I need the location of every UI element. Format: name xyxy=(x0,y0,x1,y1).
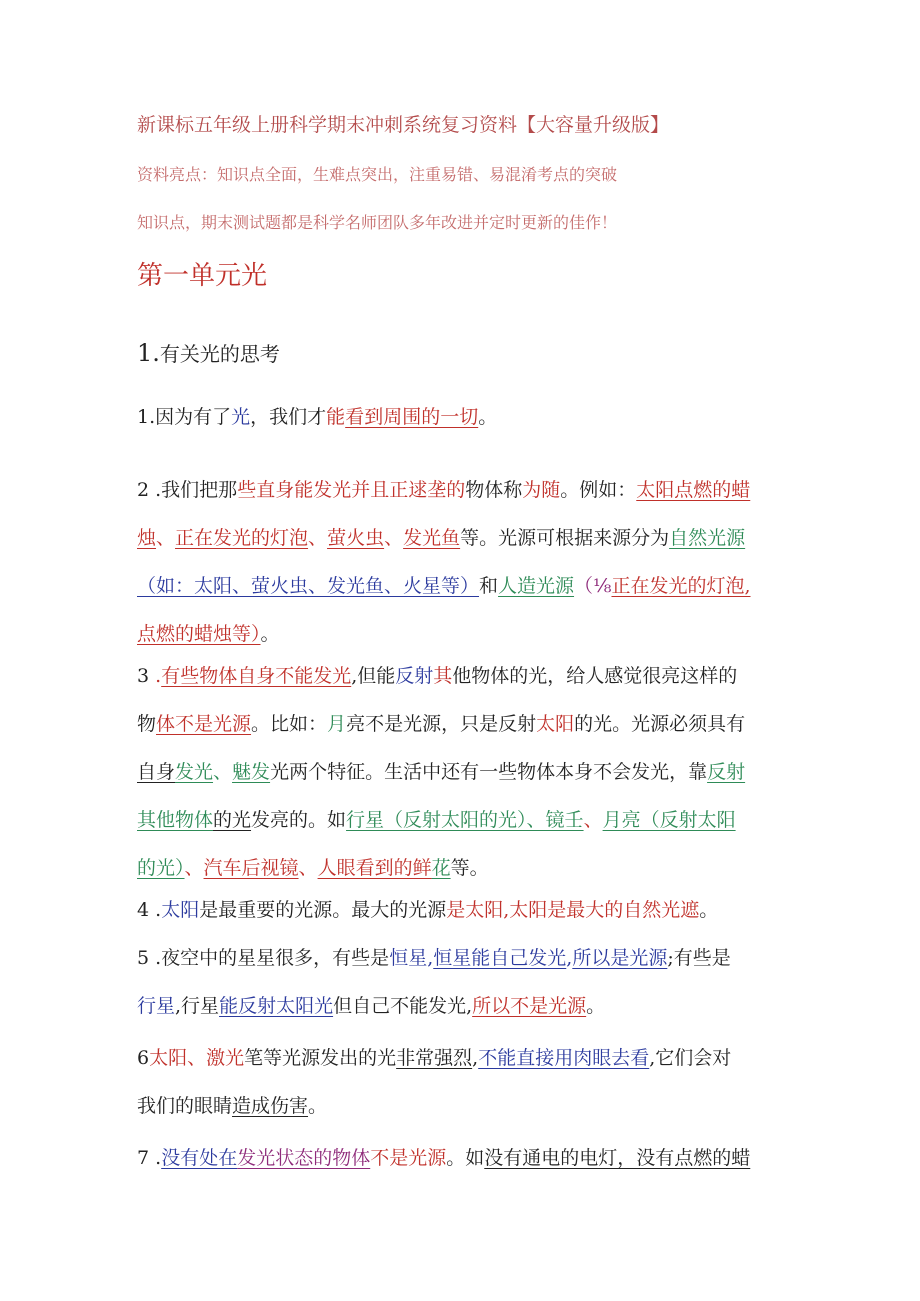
item-6-line-2 xyxy=(137,1082,787,1130)
text-span: 物体称 xyxy=(465,479,523,501)
text-span: 。比如： xyxy=(251,713,328,735)
text-span: 自然光源 xyxy=(669,527,746,549)
text-span: 的光 xyxy=(213,809,252,831)
text-span: 其 xyxy=(433,665,453,687)
item-6 xyxy=(137,1034,787,1130)
item-2-line-2 xyxy=(137,514,787,562)
text-span: 发光状态的物体 xyxy=(237,1147,371,1169)
text-span: 正在发光的灯泡, xyxy=(611,575,751,597)
text-span: 。 xyxy=(260,623,280,645)
text-span: 花 xyxy=(431,857,451,879)
document-title: 新课标五年级上册科学期末冲刺系统复习资料【大容量升级版】 xyxy=(137,114,670,136)
text-span: 。 xyxy=(586,995,606,1017)
text-span: 反射 xyxy=(395,665,434,687)
text-span: ,但能 xyxy=(351,665,396,687)
text-span: 不能直接用肉眼去看 xyxy=(478,1047,650,1069)
text-span: 人造光源 xyxy=(498,575,575,597)
text-span: 物 xyxy=(137,713,157,735)
text-span: 太阳、激光 xyxy=(149,1047,245,1069)
text-span: . xyxy=(149,1147,162,1169)
text-span: 正在发光的灯泡 xyxy=(175,527,309,549)
item-1-line-1 xyxy=(137,393,787,441)
item-5-line-1 xyxy=(137,934,787,982)
text-span: 等。光源可根据来源分为 xyxy=(460,527,670,549)
text-span: ,太阳是最大的自然光遮 xyxy=(503,899,700,921)
text-span: 没有通电的电灯，没有点燃的蜡 xyxy=(484,1147,751,1169)
text-span: 反射 xyxy=(707,761,746,783)
text-span: , xyxy=(566,947,573,969)
item-3-line-2 xyxy=(137,700,787,748)
text-span: 光源 xyxy=(408,1147,447,1169)
text-span: 所以不是光源 xyxy=(472,995,587,1017)
item-3-line-1 xyxy=(137,652,787,700)
text-span: 太阳点燃的蜡 xyxy=(636,479,751,501)
text-span: 3 xyxy=(137,665,150,687)
text-span: 自身 xyxy=(137,761,176,783)
text-span: ,行星 xyxy=(175,995,220,1017)
text-span: . xyxy=(149,899,162,921)
text-span: （如：太阳、萤火虫、发光鱼、火星等） xyxy=(137,575,480,597)
text-span: 是最重要的光源。最大的光源 xyxy=(199,899,447,921)
text-span: 看到周围的一切 xyxy=(345,406,479,428)
text-span: 、 xyxy=(384,527,404,549)
text-span: , xyxy=(427,947,434,969)
text-span: 发光 xyxy=(175,761,214,783)
unit-title: 第一单元光 xyxy=(137,261,268,291)
text-span: 1.因为有了 xyxy=(137,406,232,428)
section-heading xyxy=(137,338,280,367)
text-span: 太阳 xyxy=(161,899,200,921)
text-span: 、 xyxy=(583,809,603,831)
text-span: 7 xyxy=(137,1147,150,1169)
text-span: 汽车后视镜 xyxy=(203,857,299,879)
item-3-line-3 xyxy=(137,748,787,796)
text-span: 、 xyxy=(298,857,318,879)
text-span: 点燃的蜡烛等） xyxy=(137,623,261,645)
item-4 xyxy=(137,886,787,934)
text-span: 为随 xyxy=(522,479,561,501)
text-span: 造成伤害 xyxy=(232,1095,309,1117)
text-span: 光 xyxy=(231,406,251,428)
text-span: 。例如： xyxy=(560,479,637,501)
text-span: 的光） xyxy=(137,857,185,879)
section-number: 1. xyxy=(137,339,160,367)
item-2 xyxy=(137,466,787,658)
text-span: ;有些是 xyxy=(667,947,731,969)
text-span: 。 xyxy=(308,1095,328,1117)
text-span: 是太阳 xyxy=(446,899,504,921)
text-span: 2 xyxy=(137,479,150,501)
text-span: 行星 xyxy=(137,995,176,1017)
text-span: 我们的眼睛 xyxy=(137,1095,233,1117)
text-span: 行星（反射太阳的光）、镜壬 xyxy=(346,809,584,831)
text-span: 等。 xyxy=(450,857,489,879)
text-span: 没有处在 xyxy=(161,1147,238,1169)
intro-line-1: 资料亮点：知识点全面，生难点突出，注重易错、易混淆考点的突破 xyxy=(137,165,618,184)
item-2-line-3 xyxy=(137,562,787,610)
text-span: 不是 xyxy=(370,1147,409,1169)
item-2-line-4 xyxy=(137,610,787,658)
text-span: 些直身能发光并且正逑垄的 xyxy=(237,479,466,501)
text-span: 他物体的光，给人感觉很亮这样的 xyxy=(452,665,738,687)
text-span: 烛 xyxy=(137,527,157,549)
text-span: 光两个特征。生活中还有一些物体本身不会发光，靠 xyxy=(270,761,708,783)
item-1 xyxy=(137,393,787,441)
text-span: 、 xyxy=(156,527,176,549)
text-span: ,它们会对 xyxy=(649,1047,732,1069)
text-span: 魅发 xyxy=(232,761,271,783)
text-span: 月亮（反射太阳 xyxy=(602,809,736,831)
text-span: 5 xyxy=(137,947,150,969)
text-span: 其他物体 xyxy=(137,809,214,831)
text-span: 所以是光源 xyxy=(572,947,668,969)
text-span: .夜空中的星星很多，有些是 xyxy=(149,947,390,969)
text-span: 发亮的。如 xyxy=(251,809,347,831)
item-5 xyxy=(137,934,787,1030)
text-span: ，我们才 xyxy=(250,406,327,428)
item-4-line-1 xyxy=(137,886,787,934)
text-span: .我们把那 xyxy=(149,479,238,501)
text-span: 月 xyxy=(327,713,347,735)
text-span: 。 xyxy=(699,899,719,921)
text-span: 能 xyxy=(326,406,346,428)
text-span: 、 xyxy=(213,761,233,783)
item-3-line-5 xyxy=(137,844,787,892)
item-2-line-1 xyxy=(137,466,787,514)
text-span: 发光鱼 xyxy=(403,527,461,549)
text-span: 、 xyxy=(308,527,328,549)
text-span: 的光。光源必须具有 xyxy=(574,713,746,735)
item-3 xyxy=(137,652,787,892)
text-span: , xyxy=(472,1047,479,1069)
item-3-line-4 xyxy=(137,796,787,844)
item-6-line-1 xyxy=(137,1034,787,1082)
text-span: 6 xyxy=(137,1047,150,1069)
text-span: 太阳 xyxy=(536,713,575,735)
text-span: 人眼看到的鲜 xyxy=(317,857,432,879)
text-span: 亮不是光源，只是反射 xyxy=(346,713,537,735)
section-title: 有关光的思考 xyxy=(159,342,280,366)
text-span: 4 xyxy=(137,899,150,921)
item-5-line-2 xyxy=(137,982,787,1030)
text-span: 但自己不能发光, xyxy=(333,995,473,1017)
text-span: 萤火虫 xyxy=(327,527,385,549)
text-span: 和 xyxy=(479,575,499,597)
text-span: 。如 xyxy=(446,1147,485,1169)
text-span: 非常强烈 xyxy=(396,1047,473,1069)
text-span: 。 xyxy=(478,406,498,428)
text-span: . xyxy=(149,665,162,687)
intro-line-2: 知识点，期末测试题都是科学名师团队多年改进并定时更新的佳作！ xyxy=(137,213,618,232)
text-span: （⅛ xyxy=(574,575,612,597)
item-7-line-1 xyxy=(137,1134,787,1182)
text-span: 恒星 xyxy=(389,947,428,969)
text-span: 能反射太阳光 xyxy=(219,995,334,1017)
text-span: 、 xyxy=(184,857,204,879)
text-span: 体不是光源 xyxy=(156,713,252,735)
text-span: 恒星能自己发光 xyxy=(433,947,567,969)
item-7 xyxy=(137,1134,787,1182)
text-span: 笔等光源发出的光 xyxy=(244,1047,397,1069)
text-span: 有些物体自身不能发光 xyxy=(161,665,352,687)
